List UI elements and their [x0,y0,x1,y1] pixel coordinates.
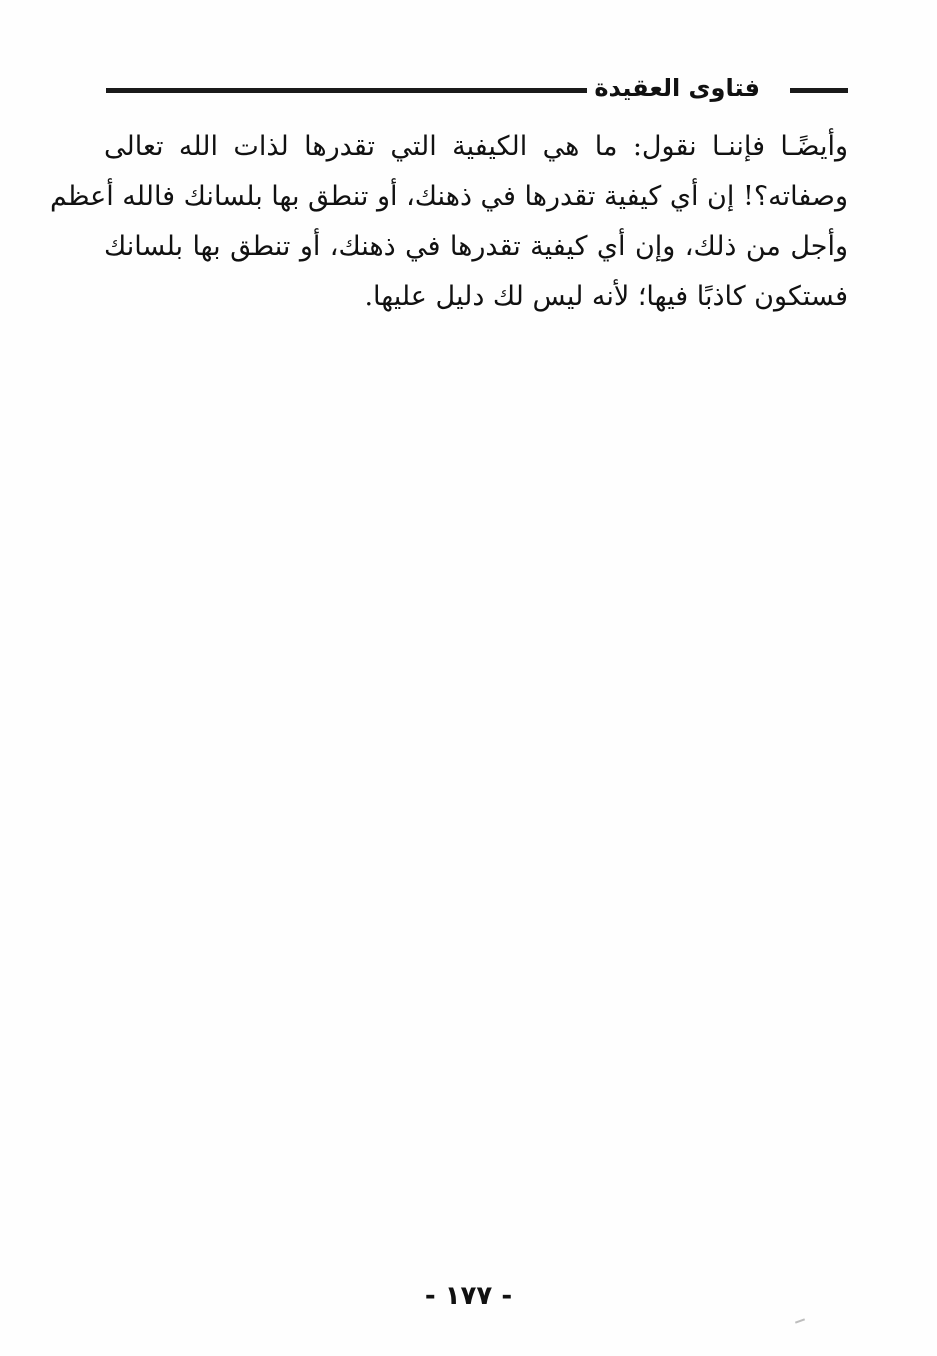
running-header [106,70,848,106]
header-rule-right [790,88,848,93]
body-line-3: وأجل من ذلك، وإن أي كيفية تقدرها في ذهنك، أو تنطق بها بلسانك [104,231,848,262]
scan-speck [795,1318,805,1323]
page-number: - ١٧٧ - [424,1281,513,1311]
body-line-2: وصفاته؟! إن أي كيفية تقدرها في ذهنك، أو تنطق بها بلسانك فالله أعظم [50,181,848,212]
running-header-title: فتاوى العقيدة [594,74,760,102]
body-paragraph [50,122,848,322]
header-rule-left [106,88,587,93]
body-line-1: وأيضًـا فإننـا نقول: ما هي الكيفية التي تقدرها لذات الله تعالى [104,131,848,162]
body-line-4: فستكون كاذبًا فيها؛ لأنه ليس لك دليل عليها. [364,281,848,312]
